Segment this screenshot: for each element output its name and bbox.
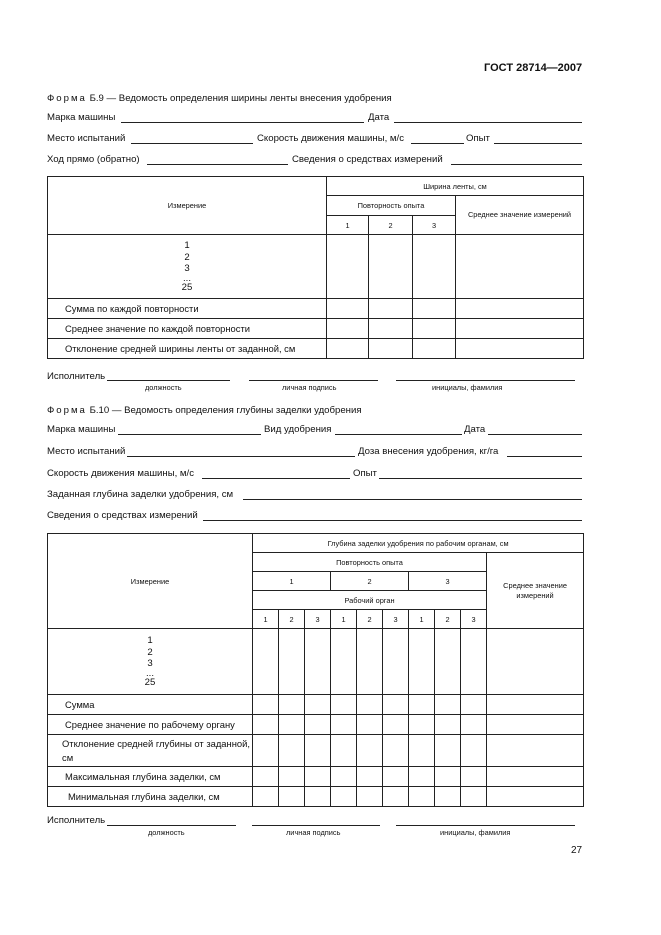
data-cell[interactable] <box>357 787 383 807</box>
data-cell[interactable] <box>487 695 584 715</box>
instruments-label: Сведения о средствах измерений <box>292 154 443 165</box>
machine-brand-field[interactable] <box>121 122 364 123</box>
data-cell[interactable] <box>461 767 487 787</box>
data-cell[interactable] <box>327 319 369 339</box>
data-cell[interactable] <box>413 235 456 299</box>
data-cell[interactable] <box>331 695 357 715</box>
data-cell[interactable] <box>331 767 357 787</box>
data-cell[interactable] <box>409 715 435 735</box>
data-cell[interactable] <box>461 787 487 807</box>
target-depth-label: Заданная глубина заделки удобрения, см <box>47 489 234 500</box>
data-cell[interactable] <box>253 629 279 695</box>
data-cell[interactable] <box>383 787 409 807</box>
data-cell[interactable] <box>331 715 357 735</box>
data-cell[interactable] <box>327 235 369 299</box>
data-cell[interactable] <box>327 339 369 359</box>
data-cell[interactable] <box>279 787 305 807</box>
measurement-header: Измерение <box>48 177 327 235</box>
data-cell[interactable] <box>383 767 409 787</box>
data-cell[interactable] <box>253 787 279 807</box>
rep-2-header: 2 <box>369 216 413 235</box>
data-cell[interactable] <box>357 715 383 735</box>
form-b9-table <box>47 176 584 359</box>
data-cell[interactable] <box>331 787 357 807</box>
measurement-number: 25 <box>144 676 156 688</box>
data-cell[interactable] <box>456 319 584 339</box>
measurement-number: 3 <box>184 263 190 274</box>
data-cell[interactable] <box>487 787 584 807</box>
data-cell[interactable] <box>409 629 435 695</box>
direction-field[interactable] <box>147 164 288 165</box>
data-cell[interactable] <box>305 695 331 715</box>
fertilizer-type-field[interactable] <box>335 434 462 435</box>
trial-label: Опыт <box>353 468 377 479</box>
max-depth-row-label: Максимальная глубина заделки, см <box>48 767 253 787</box>
data-cell[interactable] <box>305 735 331 767</box>
data-cell[interactable] <box>383 715 409 735</box>
data-cell[interactable] <box>253 767 279 787</box>
trial-field[interactable] <box>494 143 582 144</box>
data-cell[interactable] <box>331 735 357 767</box>
executor-label: Исполнитель <box>47 815 106 826</box>
machine-brand-field[interactable] <box>118 434 261 435</box>
data-cell[interactable] <box>383 629 409 695</box>
data-cell[interactable] <box>409 735 435 767</box>
data-cell[interactable] <box>435 735 461 767</box>
mean-row-label: Среднее значение по каждой повторности <box>48 319 327 339</box>
data-cell[interactable] <box>357 735 383 767</box>
rep-2-header: 2 <box>331 572 409 591</box>
working-organ-header: Рабочий орган <box>253 591 487 610</box>
measurement-number: 25 <box>181 281 193 293</box>
fertilizer-type-label: Вид удобрения <box>264 424 332 435</box>
rep-3-header: 3 <box>409 572 487 591</box>
data-cell[interactable] <box>487 715 584 735</box>
organ-number: 1 <box>253 610 279 629</box>
organ-number: 2 <box>357 610 383 629</box>
data-cell[interactable] <box>279 629 305 695</box>
measurement-number: 3 <box>147 658 153 669</box>
direction-label: Ход прямо (обратно) <box>47 154 140 165</box>
organ-number: 1 <box>409 610 435 629</box>
organ-number: 3 <box>383 610 409 629</box>
position-field[interactable] <box>107 825 236 826</box>
trial-label: Опыт <box>466 133 490 144</box>
deviation-row-label: Отклонение средней глубины от заданной, см <box>48 735 253 767</box>
repetition-header: Повторность опыта <box>253 553 487 572</box>
deviation-row-label: Отклонение средней ширины ленты от заданной, см <box>48 339 327 359</box>
dose-label: Доза внесения удобрения, кг/га <box>358 446 499 457</box>
data-cell[interactable] <box>327 299 369 319</box>
machine-brand-label: Марка машины <box>47 424 116 435</box>
test-site-field[interactable] <box>131 143 253 144</box>
signature-field[interactable] <box>252 825 380 826</box>
data-cell[interactable] <box>409 695 435 715</box>
width-group-header: Ширина ленты, см <box>327 177 584 196</box>
mean-value-header: Среднее значение измерений <box>456 196 584 235</box>
signature-field[interactable] <box>249 380 378 381</box>
data-cell[interactable] <box>487 735 584 767</box>
data-cell[interactable] <box>331 629 357 695</box>
initials-field[interactable] <box>396 825 575 826</box>
date-label: Дата <box>464 424 486 435</box>
data-cell[interactable] <box>461 735 487 767</box>
measurement-number: 2 <box>147 646 153 658</box>
initials-caption: инициалы, фамилия <box>432 383 503 392</box>
signature-caption: личная подпись <box>286 828 341 837</box>
data-cell[interactable] <box>461 629 487 695</box>
machine-speed-field[interactable] <box>411 143 464 144</box>
date-field[interactable] <box>394 122 582 123</box>
form-b10-table <box>47 533 584 807</box>
test-site-label: Место испытаний <box>47 446 126 457</box>
organ-number: 2 <box>279 610 305 629</box>
page-number: 27 <box>571 845 583 856</box>
date-label: Дата <box>368 112 390 123</box>
data-cell[interactable] <box>456 235 584 299</box>
instruments-label: Сведения о средствах измерений <box>47 510 198 521</box>
data-cell[interactable] <box>279 767 305 787</box>
measurement-ellipsis: ... <box>183 272 191 284</box>
test-site-field[interactable] <box>127 456 355 457</box>
data-cell[interactable] <box>456 339 584 359</box>
executor-label: Исполнитель <box>47 371 106 382</box>
data-cell[interactable] <box>357 695 383 715</box>
mean-value-header: Среднее значение измерений <box>487 553 584 629</box>
position-field[interactable] <box>107 380 230 381</box>
data-cell[interactable] <box>435 787 461 807</box>
depth-group-header: Глубина заделки удобрения по рабочим органам, см <box>253 534 584 553</box>
target-depth-field[interactable] <box>243 499 582 500</box>
signature-caption: личная подпись <box>282 383 337 392</box>
rep-1-header: 1 <box>327 216 369 235</box>
document-standard-number: ГОСТ 28714—2007 <box>484 62 583 74</box>
data-cell[interactable] <box>253 735 279 767</box>
data-cell[interactable] <box>305 787 331 807</box>
data-cell[interactable] <box>279 735 305 767</box>
organ-number: 2 <box>435 610 461 629</box>
data-cell[interactable] <box>383 735 409 767</box>
machine-brand-label: Марка машины <box>47 112 116 123</box>
trial-field[interactable] <box>379 478 582 479</box>
machine-speed-label: Скорость движения машины, м/с <box>257 133 404 144</box>
data-cell[interactable] <box>435 695 461 715</box>
data-cell[interactable] <box>369 235 413 299</box>
measurement-number: 1 <box>184 240 190 251</box>
test-site-label: Место испытаний <box>47 133 126 144</box>
data-cell[interactable] <box>413 319 456 339</box>
data-cell[interactable] <box>357 767 383 787</box>
organ-number: 3 <box>461 610 487 629</box>
data-cell[interactable] <box>253 695 279 715</box>
data-cell[interactable] <box>305 629 331 695</box>
data-cell[interactable] <box>435 629 461 695</box>
repetition-header: Повторность опыта <box>327 196 456 216</box>
data-cell[interactable] <box>435 715 461 735</box>
form-b10-title: Форма Б.10 — Ведомость определения глубины заделки удобрения <box>47 405 362 416</box>
measurement-numbers-cell <box>48 235 327 299</box>
measurement-number: 1 <box>147 635 153 646</box>
mean-row-label: Среднее значение по рабочему органу <box>48 715 253 735</box>
rep-3-header: 3 <box>413 216 456 235</box>
data-cell[interactable] <box>487 629 584 695</box>
data-cell[interactable] <box>456 299 584 319</box>
data-cell[interactable] <box>409 767 435 787</box>
position-caption: должность <box>145 383 182 392</box>
data-cell[interactable] <box>461 715 487 735</box>
measurement-numbers-cell <box>48 629 253 695</box>
data-cell[interactable] <box>369 339 413 359</box>
organ-number: 1 <box>331 610 357 629</box>
machine-speed-label: Скорость движения машины, м/с <box>47 468 194 479</box>
data-cell[interactable] <box>461 695 487 715</box>
initials-caption: инициалы, фамилия <box>440 828 511 837</box>
data-cell[interactable] <box>413 299 456 319</box>
instruments-field[interactable] <box>203 520 582 521</box>
data-cell[interactable] <box>357 629 383 695</box>
data-cell[interactable] <box>305 715 331 735</box>
data-cell[interactable] <box>383 695 409 715</box>
data-cell[interactable] <box>369 319 413 339</box>
data-cell[interactable] <box>487 767 584 787</box>
data-cell[interactable] <box>279 715 305 735</box>
date-field[interactable] <box>488 434 582 435</box>
instruments-field[interactable] <box>451 164 582 165</box>
sum-row-label: Сумма по каждой повторности <box>48 299 327 319</box>
data-cell[interactable] <box>253 715 279 735</box>
data-cell[interactable] <box>413 339 456 359</box>
dose-field[interactable] <box>507 456 582 457</box>
data-cell[interactable] <box>409 787 435 807</box>
sum-row-label: Сумма <box>48 695 253 715</box>
measurement-number: 2 <box>184 251 190 263</box>
data-cell[interactable] <box>435 767 461 787</box>
data-cell[interactable] <box>305 767 331 787</box>
data-cell[interactable] <box>279 695 305 715</box>
rep-1-header: 1 <box>253 572 331 591</box>
measurement-ellipsis: ... <box>146 667 154 679</box>
form-b9-title: Форма Б.9 — Ведомость определения ширины ленты внесения удобрения <box>47 93 392 104</box>
position-caption: должность <box>148 828 185 837</box>
measurement-header: Измерение <box>48 534 253 629</box>
min-depth-row-label: Минимальная глубина заделки, см <box>48 787 253 807</box>
machine-speed-field[interactable] <box>202 478 350 479</box>
organ-number: 3 <box>305 610 331 629</box>
initials-field[interactable] <box>396 380 575 381</box>
data-cell[interactable] <box>369 299 413 319</box>
